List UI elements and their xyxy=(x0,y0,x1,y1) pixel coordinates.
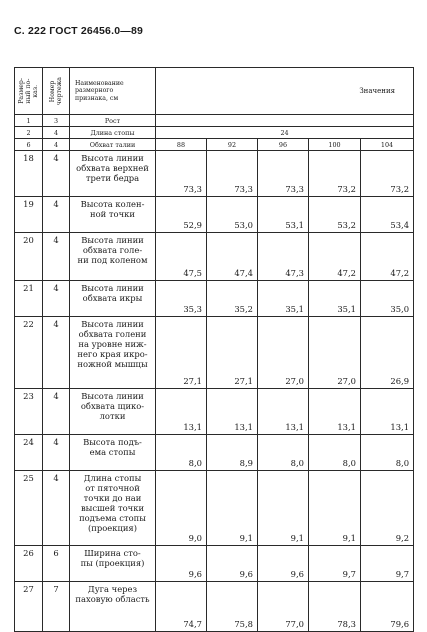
table-cell: 27,0 xyxy=(258,317,309,389)
table-row xyxy=(15,151,414,197)
table-cell: 27,1 xyxy=(156,317,207,389)
table-cell: 4 xyxy=(43,435,70,471)
cell: 4 xyxy=(43,127,70,139)
table-cell: 4 xyxy=(43,151,70,197)
table-cell: 53,2 xyxy=(309,197,361,233)
cell: 92 xyxy=(207,139,258,151)
table-row xyxy=(15,435,414,471)
table-cell: Высота колен- ной точки xyxy=(70,197,156,233)
table-cell: 22 xyxy=(15,317,43,389)
row-foot-length xyxy=(15,127,414,139)
table-cell: Длина стопы от пяточной точки до наи высшей точки подъема стопы (проекция) xyxy=(70,471,156,546)
table-cell: Высота подъ- ема стопы xyxy=(70,435,156,471)
table-cell: 53,1 xyxy=(258,197,309,233)
cell: Обхват талии xyxy=(70,139,156,151)
table-cell: Дуга через паховую область xyxy=(70,582,156,632)
measurements-table xyxy=(14,67,414,632)
table-cell: Ширина сто- пы (проекция) xyxy=(70,546,156,582)
table-row xyxy=(15,582,414,632)
table-cell: 23 xyxy=(15,389,43,435)
table-cell: 53,0 xyxy=(207,197,258,233)
table-row xyxy=(15,281,414,317)
table-cell: 9,1 xyxy=(258,471,309,546)
table-cell: 13,1 xyxy=(258,389,309,435)
table-row xyxy=(15,317,414,389)
table-cell: 78,3 xyxy=(309,582,361,632)
table-cell: 26 xyxy=(15,546,43,582)
table-cell: 6 xyxy=(43,546,70,582)
table-cell: 8,0 xyxy=(361,435,414,471)
cell: 88 xyxy=(156,139,207,151)
row-waist xyxy=(15,139,414,151)
table-cell: 27 xyxy=(15,582,43,632)
table-cell: 9,1 xyxy=(309,471,361,546)
cell: 6 xyxy=(15,139,43,151)
table-cell: 52,9 xyxy=(156,197,207,233)
table-row xyxy=(15,471,414,546)
cell: 96 xyxy=(258,139,309,151)
table-cell: 73,2 xyxy=(309,151,361,197)
table-cell: 8,0 xyxy=(309,435,361,471)
table-cell: 75,8 xyxy=(207,582,258,632)
col-header-drawing-number: Номер чертежа xyxy=(43,68,70,115)
table-cell: 9,1 xyxy=(207,471,258,546)
table-cell: 9,7 xyxy=(361,546,414,582)
table-cell: Высота линии обхвата щико- лотки xyxy=(70,389,156,435)
table-cell: 20 xyxy=(15,233,43,281)
table-cell: 47,2 xyxy=(361,233,414,281)
table-cell: 4 xyxy=(43,389,70,435)
table-row xyxy=(15,546,414,582)
cell: 2 xyxy=(15,127,43,139)
table-cell: Высота линии обхвата икры xyxy=(70,281,156,317)
table-cell: 9,6 xyxy=(258,546,309,582)
table-cell: 47,2 xyxy=(309,233,361,281)
page-header: С. 222 ГОСТ 26456.0—89 xyxy=(14,25,144,37)
row-growth xyxy=(15,115,414,127)
table-cell: 35,0 xyxy=(361,281,414,317)
table-cell: 9,6 xyxy=(156,546,207,582)
table-row xyxy=(15,233,414,281)
table-cell: 77,0 xyxy=(258,582,309,632)
cell: Длина стопы xyxy=(70,127,156,139)
table-cell: 27,1 xyxy=(207,317,258,389)
table-cell: 79,6 xyxy=(361,582,414,632)
table-cell: 47,5 xyxy=(156,233,207,281)
table-cell: 13,1 xyxy=(361,389,414,435)
table-cell: 73,2 xyxy=(361,151,414,197)
table-cell: 4 xyxy=(43,317,70,389)
table-cell: 9,6 xyxy=(207,546,258,582)
table-cell: 9,7 xyxy=(309,546,361,582)
table-cell: 47,3 xyxy=(258,233,309,281)
cell: Рост xyxy=(70,115,156,127)
table-cell: 24 xyxy=(15,435,43,471)
table-cell: 47,4 xyxy=(207,233,258,281)
cell: 4 xyxy=(43,139,70,151)
table-cell: 19 xyxy=(15,197,43,233)
col-header-size-index: Размер- ный по- каз. xyxy=(15,68,43,115)
cell xyxy=(156,115,414,127)
table-cell: 26,9 xyxy=(361,317,414,389)
cell: 100 xyxy=(309,139,361,151)
cell: 1 xyxy=(15,115,43,127)
table-cell: 8,0 xyxy=(156,435,207,471)
table-cell: 4 xyxy=(43,233,70,281)
table-cell: 73,3 xyxy=(207,151,258,197)
table-row xyxy=(15,389,414,435)
table-cell: 35,1 xyxy=(258,281,309,317)
table-cell: Высота линии обхвата голе- ни под коленом xyxy=(70,233,156,281)
table-cell: 4 xyxy=(43,197,70,233)
table-cell: 9,2 xyxy=(361,471,414,546)
table-cell: 35,2 xyxy=(207,281,258,317)
table-cell: 4 xyxy=(43,471,70,546)
table-row xyxy=(15,197,414,233)
table-cell: 13,1 xyxy=(207,389,258,435)
cell: 3 xyxy=(43,115,70,127)
col-header-feature-name: Наименование размерного признака, см xyxy=(70,68,156,115)
table-cell: 7 xyxy=(43,582,70,632)
table-cell: 8,9 xyxy=(207,435,258,471)
table-cell: 13,1 xyxy=(156,389,207,435)
table-header-row xyxy=(15,68,414,115)
table-cell: 21 xyxy=(15,281,43,317)
table-cell: 4 xyxy=(43,281,70,317)
cell: 24 xyxy=(156,127,414,139)
table-cell: 73,3 xyxy=(258,151,309,197)
table-cell: Высота линии обхвата голени на уровне ниж- него края икро- ножной мышцы xyxy=(70,317,156,389)
table-cell: 27,0 xyxy=(309,317,361,389)
table-cell: 73,3 xyxy=(156,151,207,197)
table-cell: 35,1 xyxy=(309,281,361,317)
table-cell: 25 xyxy=(15,471,43,546)
cell: 104 xyxy=(361,139,414,151)
table-cell: Высота линии обхвата верхней трети бедра xyxy=(70,151,156,197)
table-cell: 13,1 xyxy=(309,389,361,435)
table-cell: 9,0 xyxy=(156,471,207,546)
table-cell: 8,0 xyxy=(258,435,309,471)
table-cell: 74,7 xyxy=(156,582,207,632)
table-cell: 35,3 xyxy=(156,281,207,317)
table-cell: 53,4 xyxy=(361,197,414,233)
table-cell: 18 xyxy=(15,151,43,197)
col-header-values: Значения xyxy=(156,68,414,115)
